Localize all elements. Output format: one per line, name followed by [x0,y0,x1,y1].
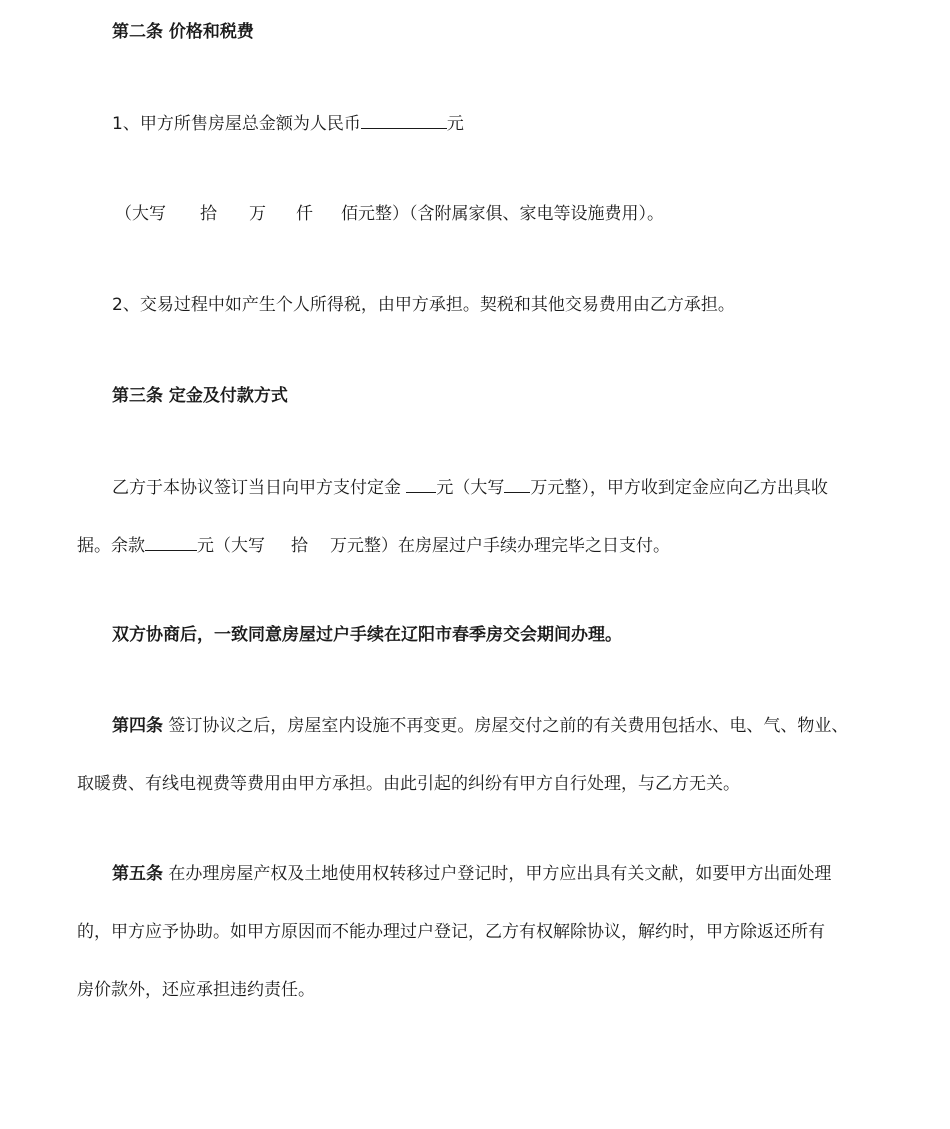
article-5-text-1: 在办理房屋产权及土地使用权转移过户登记时，甲方应出具有关文献，如要甲方出面处理 [163,864,832,884]
deposit-text-c: 万元整），甲方收到定金应向乙方出具收 [530,478,828,498]
article-4-line-2: 取暖费、有线电视费等费用由甲方承担。由此引起的纠纷有甲方自行处理，与乙方无关。 [77,774,740,794]
article-5-label: 第五条 [112,864,163,884]
article-3-paragraph-line-1 [112,475,828,500]
deposit-words-blank [504,475,530,493]
deposit-amount-blank [406,475,436,493]
amount-suffix: 佰元整）（含附属家俱、家电等设施费用）。 [341,204,664,224]
item-1-unit: 元 [446,114,464,134]
article-2-item-1-amount [115,202,664,226]
balance-text-a: 据。余款 [77,536,145,556]
amount-shi: 拾 [200,204,217,224]
deposit-text-a: 乙方于本协议签订当日向甲方支付定金 [112,478,407,498]
transfer-agreement: 双方协商后，一致同意房屋过户手续在辽阳市春季房交会期间办理。 [112,625,622,645]
article-4-line-1 [112,714,848,738]
article-3-paragraph-line-2 [77,533,670,558]
article-5-line-1 [112,862,831,886]
article-4-text-1: 签订协议之后，房屋室内设施不再变更。房屋交付之前的有关费用包括水、电、气、物业、 [163,716,849,736]
article-5-line-2: 的，甲方应予协助。如甲方原因而不能办理过户登记，乙方有权解除协议，解约时，甲方除返还所有 [77,922,825,942]
deposit-text-b: 元（大写 [436,478,505,498]
balance-shi: 拾 [291,536,308,556]
total-amount-blank [361,111,447,129]
amount-qian: 仟 [296,204,313,224]
article-3-heading: 第三条 定金及付款方式 [112,386,288,406]
amount-prefix: （大写 [115,204,166,224]
balance-text-b: 元（大写 [197,536,265,556]
amount-wan: 万 [249,204,266,224]
article-2-item-1 [112,111,464,136]
article-2-heading: 第二条 价格和税费 [112,22,254,42]
balance-text-c: 万元整）在房屋过户手续办理完毕之日支付。 [330,536,670,556]
article-4-label: 第四条 [112,716,163,736]
balance-amount-blank [145,533,197,551]
item-1-text: 1、甲方所售房屋总金额为人民币 [112,114,361,134]
article-5-line-3: 房价款外，还应承担违约责任。 [77,980,315,1000]
article-2-item-2: 2、交易过程中如产生个人所得税，由甲方承担。契税和其他交易费用由乙方承担。 [112,295,735,315]
